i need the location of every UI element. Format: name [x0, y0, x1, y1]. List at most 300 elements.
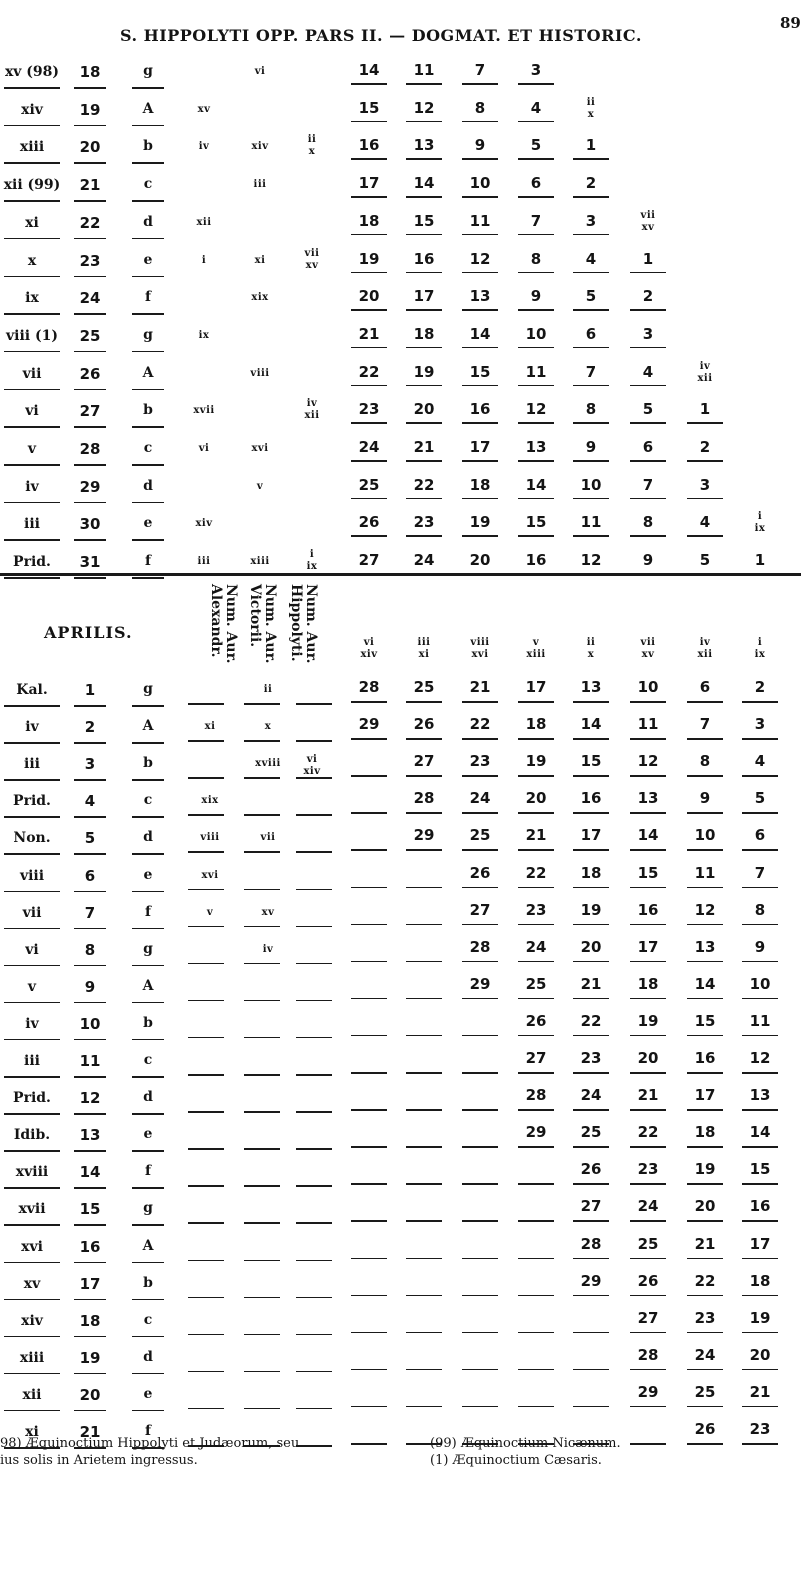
day-number: 19: [79, 1348, 101, 1367]
row-divider: [406, 196, 442, 198]
cycle-date: 3: [530, 61, 542, 79]
row-divider: [630, 961, 666, 963]
column-header-victorii: Num. Aur. Victorii.: [247, 584, 278, 664]
cycle-group-header: vi xiv: [360, 637, 378, 660]
cycle-date: 20: [469, 551, 491, 570]
cycle-date: 7: [474, 61, 486, 79]
row-divider: [687, 998, 723, 1000]
cycle-date: 4: [754, 752, 766, 771]
row-divider: [742, 738, 778, 740]
cycle-date: 3: [754, 715, 766, 734]
row-divider: [406, 309, 442, 311]
row-divider: [132, 1039, 164, 1041]
cycle-date: 1: [642, 249, 654, 268]
row-divider: [573, 498, 609, 500]
row-divider: [74, 577, 106, 579]
row-divider: [518, 234, 554, 236]
row-divider: [687, 1109, 723, 1111]
cycle-date: 9: [699, 789, 711, 808]
row-divider: [4, 1150, 60, 1152]
row-label: viii: [19, 867, 45, 884]
row-divider: [296, 1408, 332, 1410]
row-divider: [630, 535, 666, 537]
dominical-letter: c: [143, 792, 153, 809]
row-divider: [630, 924, 666, 926]
row-divider: [4, 816, 60, 818]
cycle-date: 14: [358, 61, 380, 79]
cycle-date: 25: [358, 475, 380, 494]
row-divider: [462, 812, 498, 814]
cycle-date: 18: [580, 863, 602, 882]
cycle-date: 19: [358, 249, 380, 268]
row-divider: [406, 385, 442, 387]
cycle-date: 2: [754, 678, 766, 696]
cycle-group-label: iv xii: [697, 360, 713, 384]
row-divider: [687, 887, 723, 889]
row-label: iv: [25, 719, 39, 736]
row-divider: [687, 422, 723, 424]
dominical-letter: c: [143, 1311, 153, 1328]
cycle-date: 16: [637, 900, 659, 919]
cycle-date: 13: [525, 438, 547, 456]
cycle-date: 13: [469, 287, 491, 306]
cycle-date: 16: [469, 400, 491, 419]
row-divider: [573, 1183, 609, 1185]
row-divider: [518, 1220, 554, 1222]
row-divider: [687, 1258, 723, 1260]
row-divider: [518, 775, 554, 777]
row-divider: [74, 853, 106, 855]
dominical-letter: f: [144, 903, 152, 920]
row-divider: [74, 1039, 106, 1041]
row-divider: [742, 1072, 778, 1074]
cycle-date: 15: [413, 211, 435, 230]
cycle-date: 21: [413, 438, 435, 456]
row-divider: [74, 779, 106, 781]
row-divider: [742, 1035, 778, 1037]
cycle-date: 23: [694, 1308, 716, 1327]
row-label: xiii: [19, 139, 45, 156]
row-divider: [742, 1295, 778, 1297]
day-number: 30: [79, 515, 101, 534]
row-divider: [188, 889, 224, 891]
dominical-letter: d: [143, 213, 153, 230]
row-divider: [132, 891, 164, 893]
row-divider: [687, 1406, 723, 1408]
row-divider: [4, 389, 60, 391]
row-divider: [462, 309, 498, 311]
golden-number-alexandr: xiv: [195, 518, 213, 530]
row-divider: [630, 998, 666, 1000]
row-divider: [244, 1111, 280, 1113]
row-divider: [244, 1334, 280, 1336]
row-divider: [351, 812, 387, 814]
cycle-date: 20: [637, 1049, 659, 1067]
cycle-date: 14: [580, 715, 602, 734]
row-divider: [573, 887, 609, 889]
row-divider: [406, 998, 442, 1000]
row-divider: [132, 1187, 164, 1189]
row-divider: [462, 347, 498, 349]
cycle-date: 28: [358, 678, 380, 696]
row-divider: [4, 1262, 60, 1264]
row-divider: [687, 535, 723, 537]
golden-number-victorii: ii: [263, 684, 273, 695]
row-label: Prid.: [13, 793, 51, 810]
row-divider: [296, 926, 332, 928]
row-divider: [74, 539, 106, 541]
row-divider: [462, 272, 498, 274]
row-divider: [74, 1299, 106, 1301]
cycle-date: 6: [530, 174, 542, 193]
dominical-letter: c: [143, 440, 153, 456]
row-divider: [132, 200, 164, 202]
row-divider: [518, 1332, 554, 1334]
row-divider: [742, 924, 778, 926]
row-divider: [630, 1146, 666, 1148]
row-divider: [462, 1258, 498, 1260]
cycle-date: 22: [358, 362, 380, 381]
cycle-date: 24: [469, 789, 491, 808]
row-divider: [518, 887, 554, 889]
row-divider: [630, 1406, 666, 1408]
cycle-group-header: iv xii: [697, 637, 713, 660]
row-divider: [573, 1072, 609, 1074]
row-divider: [4, 125, 60, 127]
row-divider: [462, 924, 498, 926]
dominical-letter: f: [144, 289, 152, 306]
row-divider: [573, 775, 609, 777]
golden-number-hippolyti: vi xiv: [303, 754, 321, 778]
dominical-letter: f: [144, 553, 152, 570]
dominical-letter: A: [142, 1237, 154, 1254]
dominical-letter: f: [144, 1163, 152, 1180]
day-number: 24: [79, 289, 101, 308]
row-divider: [462, 738, 498, 740]
cycle-date: 8: [754, 900, 766, 919]
row-divider: [462, 998, 498, 1000]
row-divider: [74, 1336, 106, 1338]
row-divider: [573, 272, 609, 274]
row-divider: [351, 196, 387, 198]
day-number: 7: [84, 903, 96, 922]
cycle-date: 5: [642, 400, 654, 419]
cycle-date: 21: [525, 826, 547, 845]
row-divider: [188, 703, 224, 705]
row-label: xv (98): [4, 64, 60, 80]
dominical-letter: b: [143, 402, 153, 419]
row-divider: [518, 1072, 554, 1074]
cycle-date: 10: [525, 324, 547, 343]
row-divider: [742, 775, 778, 777]
cycle-group-label: i ix: [306, 549, 318, 573]
row-divider: [630, 1035, 666, 1037]
section-divider: [0, 573, 801, 576]
row-divider: [462, 535, 498, 537]
row-divider: [630, 1369, 666, 1371]
row-divider: [630, 1332, 666, 1334]
row-divider: [742, 1332, 778, 1334]
row-divider: [518, 1369, 554, 1371]
cycle-date: 18: [358, 211, 380, 230]
row-divider: [573, 422, 609, 424]
dominical-letter: d: [143, 477, 153, 494]
row-divider: [573, 1109, 609, 1111]
cycle-date: 28: [469, 937, 491, 956]
row-divider: [573, 196, 609, 198]
row-label: iv: [25, 478, 39, 495]
cycle-date: 4: [642, 362, 654, 381]
day-number: 20: [79, 138, 101, 157]
day-number: 17: [79, 1274, 101, 1293]
row-divider: [462, 887, 498, 889]
row-divider: [518, 1146, 554, 1148]
row-divider: [518, 924, 554, 926]
cycle-date: 25: [413, 678, 435, 696]
row-divider: [4, 928, 60, 930]
row-divider: [4, 351, 60, 353]
row-divider: [351, 998, 387, 1000]
golden-number-victorii: v: [256, 480, 264, 492]
row-divider: [573, 738, 609, 740]
row-divider: [296, 1371, 332, 1373]
row-divider: [4, 779, 60, 781]
golden-number-victorii: x: [264, 721, 272, 733]
dominical-letter: e: [143, 1126, 153, 1143]
cycle-date: 8: [699, 752, 711, 771]
dominical-letter: d: [143, 829, 153, 846]
cycle-date: 28: [580, 1234, 602, 1253]
dominical-letter: c: [143, 1052, 153, 1068]
row-divider: [351, 1035, 387, 1037]
row-divider: [74, 87, 106, 89]
cycle-date: 27: [413, 752, 435, 771]
cycle-date: 12: [413, 98, 435, 117]
row-divider: [296, 1260, 332, 1262]
row-divider: [462, 234, 498, 236]
row-divider: [244, 814, 280, 816]
cycle-date: 21: [580, 974, 602, 993]
row-divider: [74, 1262, 106, 1264]
cycle-date: 21: [637, 1086, 659, 1105]
row-divider: [244, 1297, 280, 1299]
cycle-date: 4: [699, 513, 711, 532]
cycle-date: 17: [580, 826, 602, 845]
cycle-date: 19: [580, 900, 602, 919]
cycle-date: 24: [694, 1345, 716, 1364]
cycle-date: 19: [694, 1160, 716, 1179]
cycle-date: 9: [642, 551, 654, 570]
golden-number-alexandr: ix: [198, 329, 210, 341]
row-label: v: [27, 441, 37, 457]
row-divider: [406, 887, 442, 889]
row-divider: [687, 1035, 723, 1037]
row-divider: [296, 777, 332, 779]
row-divider: [351, 1183, 387, 1185]
row-divider: [132, 351, 164, 353]
row-divider: [630, 812, 666, 814]
cycle-date: 1: [585, 136, 597, 155]
row-divider: [244, 1371, 280, 1373]
day-number: 1: [84, 681, 96, 699]
cycle-group-header: v xiii: [526, 637, 546, 660]
row-divider: [4, 1410, 60, 1412]
cycle-date: 22: [694, 1271, 716, 1290]
row-divider: [462, 1332, 498, 1334]
row-divider: [4, 464, 60, 466]
footnote-99: (99) Æquinoctium Nicænum.: [430, 1436, 621, 1451]
row-divider: [518, 1183, 554, 1185]
row-divider: [518, 998, 554, 1000]
cycle-date: 17: [637, 937, 659, 956]
day-number: 27: [79, 402, 101, 421]
row-divider: [296, 1445, 332, 1447]
cycle-date: 29: [580, 1271, 602, 1290]
row-divider: [630, 1443, 666, 1445]
row-divider: [4, 1299, 60, 1301]
row-divider: [351, 1258, 387, 1260]
cycle-date: 12: [749, 1049, 771, 1067]
row-divider: [630, 309, 666, 311]
row-divider: [462, 1146, 498, 1148]
day-number: 5: [84, 829, 96, 848]
golden-number-victorii: iii: [253, 179, 267, 191]
cycle-group-header: ii x: [586, 637, 596, 660]
cycle-date: 22: [525, 863, 547, 882]
row-divider: [132, 125, 164, 127]
cycle-date: 13: [413, 136, 435, 155]
cycle-group-label: ii x: [586, 96, 596, 120]
golden-number-victorii: xi: [254, 254, 266, 266]
cycle-group-label: vii xv: [640, 209, 656, 233]
row-divider: [573, 1258, 609, 1260]
dominical-letter: A: [142, 977, 154, 994]
row-divider: [4, 502, 60, 504]
row-divider: [188, 963, 224, 965]
row-divider: [244, 889, 280, 891]
row-divider: [188, 1371, 224, 1373]
row-divider: [406, 1146, 442, 1148]
row-divider: [188, 1408, 224, 1410]
cycle-date: 15: [694, 1011, 716, 1030]
day-number: 15: [79, 1200, 101, 1219]
cycle-group-label: vii xv: [304, 247, 320, 271]
cycle-date: 21: [469, 678, 491, 696]
row-divider: [573, 1369, 609, 1371]
cycle-date: 20: [749, 1345, 771, 1364]
row-divider: [132, 87, 164, 89]
row-divider: [687, 498, 723, 500]
row-divider: [132, 1410, 164, 1412]
dominical-letter: b: [143, 755, 153, 772]
cycle-group-header: iii xi: [417, 637, 431, 660]
row-divider: [630, 1183, 666, 1185]
row-label: Prid.: [13, 1090, 51, 1107]
row-divider: [406, 158, 442, 160]
row-divider: [74, 162, 106, 164]
row-divider: [406, 924, 442, 926]
row-divider: [132, 502, 164, 504]
row-divider: [518, 738, 554, 740]
row-divider: [132, 162, 164, 164]
cycle-date: 9: [754, 937, 766, 956]
cycle-date: 23: [469, 752, 491, 771]
row-divider: [74, 965, 106, 967]
row-divider: [4, 1076, 60, 1078]
row-divider: [573, 812, 609, 814]
row-divider: [351, 1332, 387, 1334]
row-label: xi: [25, 1424, 39, 1440]
row-label: v: [27, 978, 37, 995]
cycle-date: 14: [469, 324, 491, 343]
dominical-letter: f: [144, 1423, 152, 1439]
row-divider: [132, 816, 164, 818]
row-divider: [462, 460, 498, 462]
row-label: xiii: [19, 1349, 45, 1366]
row-divider: [351, 1072, 387, 1074]
row-divider: [687, 701, 723, 703]
cycle-group-label: i ix: [754, 511, 766, 535]
row-divider: [351, 83, 387, 85]
cycle-date: 27: [580, 1197, 602, 1216]
row-divider: [74, 125, 106, 127]
cycle-date: 19: [413, 362, 435, 381]
golden-number-alexandr: xix: [201, 795, 219, 807]
row-divider: [630, 849, 666, 851]
day-number: 19: [79, 100, 101, 119]
row-divider: [462, 849, 498, 851]
row-label: xv: [23, 1275, 41, 1292]
row-divider: [630, 460, 666, 462]
day-number: 13: [79, 1126, 101, 1145]
row-divider: [351, 961, 387, 963]
row-divider: [74, 464, 106, 466]
cycle-date: 22: [637, 1123, 659, 1142]
row-divider: [4, 426, 60, 428]
row-divider: [687, 1295, 723, 1297]
cycle-date: 7: [585, 362, 597, 381]
row-divider: [4, 853, 60, 855]
row-divider: [74, 389, 106, 391]
row-divider: [687, 849, 723, 851]
row-divider: [573, 1332, 609, 1334]
row-divider: [630, 272, 666, 274]
row-divider: [573, 347, 609, 349]
row-divider: [4, 1373, 60, 1375]
day-number: 4: [84, 792, 96, 811]
cycle-date: 25: [469, 826, 491, 845]
row-divider: [74, 276, 106, 278]
row-divider: [518, 309, 554, 311]
day-number: 23: [79, 251, 101, 270]
row-label: iii: [24, 516, 40, 533]
row-divider: [351, 924, 387, 926]
row-divider: [4, 1187, 60, 1189]
cycle-date: 15: [580, 752, 602, 771]
row-divider: [573, 924, 609, 926]
row-divider: [74, 502, 106, 504]
row-divider: [351, 234, 387, 236]
cycle-date: 16: [525, 551, 547, 570]
row-divider: [351, 1220, 387, 1222]
row-divider: [132, 1076, 164, 1078]
row-divider: [462, 1295, 498, 1297]
row-divider: [687, 738, 723, 740]
golden-number-alexandr: xii: [196, 216, 212, 228]
row-label: Idib.: [13, 1127, 51, 1144]
row-divider: [132, 464, 164, 466]
cycle-date: 20: [358, 287, 380, 306]
